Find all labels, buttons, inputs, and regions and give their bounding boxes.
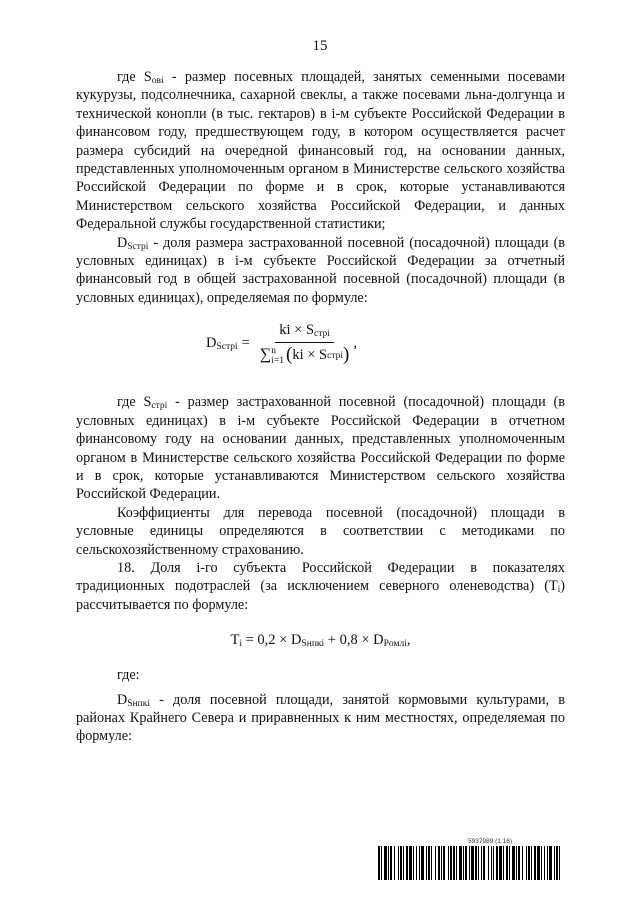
- paragraph-text: ) рассчитывается по формуле:: [76, 578, 565, 613]
- formula-text: ki × S: [292, 347, 328, 364]
- subscript: овi: [151, 76, 164, 86]
- paragraph-text: где S: [117, 69, 152, 85]
- page-number: 15: [312, 38, 328, 54]
- paragraph-coefficients: Коэффициенты для перевода посевной (посадочной) площади в условные единицы определяются в соответствии с методиками по сельскохозяйственному страхованию.: [76, 504, 565, 558]
- paragraph-dsstri-definition: [76, 234, 565, 308]
- formula-ti: [76, 614, 565, 666]
- formula-lhs: [206, 334, 238, 352]
- formula-dsstri: [76, 307, 565, 393]
- paragraph-text: 18. Доля i-го субъекта Российской Федерации в показателях традиционных подотраслей (за исключением северного оленеводства) (T: [76, 559, 565, 595]
- barcode: [378, 846, 564, 880]
- subscript: стрi: [151, 401, 168, 412]
- subscript: Pомлi: [383, 639, 407, 650]
- formula-comma: ,: [353, 335, 357, 352]
- formula-text: = 0,2 × D: [242, 632, 302, 649]
- subscript: Sнпкi: [301, 639, 325, 650]
- paragraph-where: где:: [117, 667, 140, 684]
- paragraph-item-18: [76, 559, 565, 614]
- barcode-number: 5937989 (1.16): [468, 838, 513, 845]
- paragraph-sstri-definition: [76, 393, 565, 503]
- subscript: Sстрi: [216, 342, 238, 353]
- formula-text: ki × S: [279, 322, 315, 339]
- sum-limits: [271, 346, 284, 366]
- sum-lower-limit: i=1: [271, 355, 284, 366]
- formula-symbol: D: [206, 335, 217, 352]
- formula-comma: ,: [406, 632, 411, 649]
- paragraph-text: - размер посевных площадей, занятых семенными посевами кукурузы, подсолнечника, сахарной свеклы, а также посевами льна-долгунца и технической конопли (в тыс. гектаров) в i-м субъекте Российской Федерации в финансовом году, предшествующем году, в котором осуществляется расчет размера субсидий на очередной финансовый год, на основании данных, представленных уполномоченным органом в Министерстве сельского хозяйства Российской Федерации по форме и в срок, которые устанавливаются Министерством сельского хозяйства Российской Федерации, и данных Федеральной службы государственной статистики;: [76, 69, 565, 233]
- paragraph-text: где S: [117, 394, 152, 411]
- formula-text: + 0,8 × D: [324, 632, 384, 649]
- paren-close: ): [342, 344, 350, 366]
- sum-symbol: ∑: [259, 346, 272, 364]
- paragraph-text: - размер застрахованной посевной (посадочной) площади (в условных единицах) в i-м субъекте Российской Федерации в отчетном финансовому году на основании данных, представленных уполномоченным органом в Министерстве сельского хозяйства Российской Федерации по форме и в срок, которые устанавливаются Министерством сельского хозяйства Российской Федерации.: [76, 394, 565, 503]
- formula-fraction: [256, 321, 353, 365]
- paragraph-text: - доля посевной площади, занятой кормовыми культурами, в районах Крайнего Севера и приравненных к ним местностях, определяемая по формуле:: [76, 691, 565, 745]
- sum-upper-limit: n: [271, 345, 276, 356]
- subscript: i: [239, 639, 242, 650]
- paragraph-text: D: [117, 234, 128, 251]
- subscript: стрi: [314, 329, 330, 340]
- paragraph-text: - доля размера застрахованной посевной (посадочной) площади (в условных единицах) в i-м субъекте Российской Федерации за отчетный финансовый год в общей застрахованной посевной (посадочной) площади (в условных единицах), определяемая по формуле:: [76, 234, 565, 306]
- paragraph-text: D: [117, 691, 128, 708]
- paragraph-sovi-definition: [76, 68, 565, 234]
- subscript: i: [557, 585, 561, 596]
- formula-symbol: T: [230, 632, 240, 649]
- paragraph-dsnpki-definition: [76, 691, 565, 746]
- subscript: Sстрi: [127, 241, 149, 252]
- formula-equals: =: [241, 335, 250, 352]
- fraction-denominator: ∑ n i=1 ( ki × S стрi ): [259, 344, 350, 366]
- fraction-numerator: [275, 321, 334, 342]
- paren-open: (: [286, 344, 293, 366]
- subscript: Sнпкi: [127, 698, 150, 709]
- document-body: [76, 68, 565, 746]
